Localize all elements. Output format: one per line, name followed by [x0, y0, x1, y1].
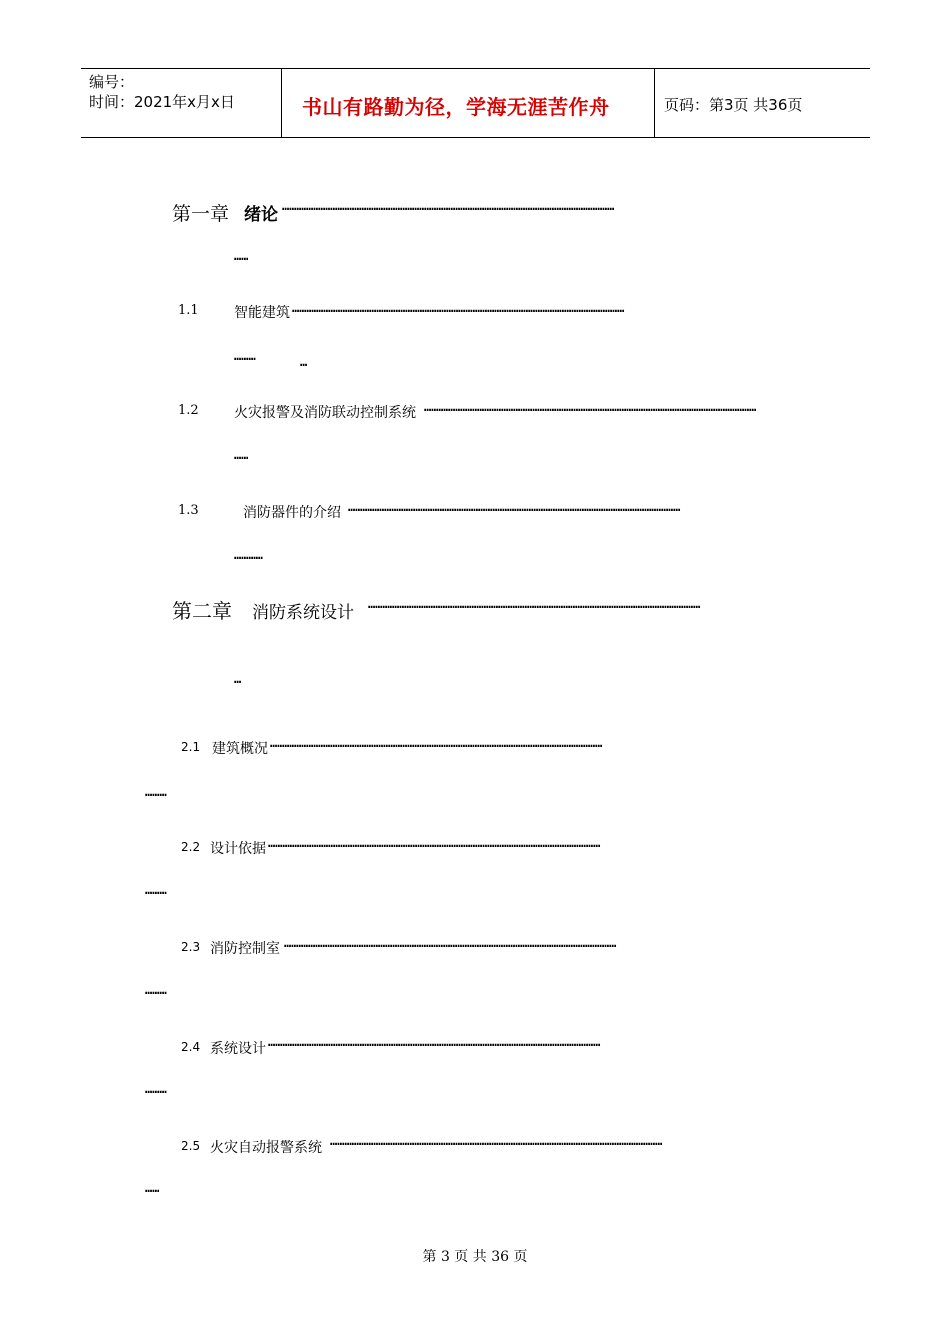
page-info: 页码：第3页 共36页 [664, 96, 803, 114]
section-1-3-leader: ………………………………………………………………………………………………………………………… [348, 500, 681, 514]
chapter-1-leader-cont: …… [234, 249, 249, 263]
section-2-1-leader-cont: ……… [145, 785, 167, 799]
page-header [81, 68, 870, 138]
section-1-1-number: 1.1 [178, 303, 199, 318]
section-2-3-title: 消防控制室 [210, 941, 280, 957]
section-2-1-title: 建筑概况 [212, 741, 268, 757]
section-2-5-leader-cont: …… [145, 1181, 160, 1195]
section-2-3-leader-cont: ……… [145, 983, 167, 997]
header-left-cell [81, 69, 281, 137]
section-2-1-number: 2.1 [181, 740, 201, 754]
section-2-2-number: 2.2 [181, 840, 201, 854]
section-2-3-number: 2.3 [181, 940, 201, 954]
section-1-1-leader: ………………………………………………………………………………………………………………………… [292, 301, 625, 315]
section-1-2-title: 火灾报警及消防联动控制系统 [234, 405, 416, 421]
section-2-5-title: 火灾自动报警系统 [210, 1140, 322, 1156]
section-2-4-leader: ………………………………………………………………………………………………………………………… [268, 1035, 601, 1049]
section-2-4-title: 系统设计 [210, 1041, 266, 1057]
header-right-cell [654, 69, 870, 137]
number-label: 编号： [89, 73, 135, 91]
section-2-5-number: 2.5 [181, 1139, 201, 1153]
section-1-1-title: 智能建筑 [234, 305, 290, 321]
section-1-1-leader-cont: ……… [234, 349, 256, 363]
section-2-3-leader: ………………………………………………………………………………………………………………………… [284, 936, 617, 950]
section-1-2-number: 1.2 [178, 403, 199, 418]
chapter-2-leader-cont: … [234, 672, 242, 686]
section-1-3-title: 消防器件的介绍 [243, 505, 341, 521]
section-2-2-leader: ………………………………………………………………………………………………………………………… [268, 836, 601, 850]
section-1-2-leader-cont: …… [234, 448, 249, 462]
chapter-1-title: 绪论 [244, 205, 278, 225]
section-2-2-leader-cont: ……… [145, 883, 167, 897]
time-label: 时间：2021年x月x日 [89, 93, 235, 111]
section-2-4-leader-cont: ……… [145, 1082, 167, 1096]
section-1-2-leader: ………………………………………………………………………………………………………………………… [424, 400, 757, 414]
chapter-2-leader: ………………………………………………………………………………………………………………………… [368, 597, 701, 611]
page-footer: 第 3 页 共 36 页 [422, 1249, 528, 1265]
chapter-2-title: 消防系统设计 [252, 603, 354, 623]
section-1-1-leader-tail: … [300, 355, 308, 369]
motto-text: 书山有路勤为径，学海无涯苦作舟 [302, 95, 610, 119]
section-2-5-leader: ………………………………………………………………………………………………………………………… [330, 1134, 663, 1148]
section-1-3-number: 1.3 [178, 503, 199, 518]
header-middle-cell [281, 69, 655, 137]
section-1-3-leader-cont: ………… [234, 548, 263, 562]
chapter-1-number: 第一章 [172, 203, 230, 225]
chapter-1-leader: ………………………………………………………………………………………………………………………… [282, 199, 615, 213]
chapter-2-number: 第二章 [172, 599, 232, 623]
section-2-1-leader: ………………………………………………………………………………………………………………………… [270, 736, 603, 750]
section-2-4-number: 2.4 [181, 1040, 201, 1054]
section-2-2-title: 设计依据 [210, 841, 266, 857]
